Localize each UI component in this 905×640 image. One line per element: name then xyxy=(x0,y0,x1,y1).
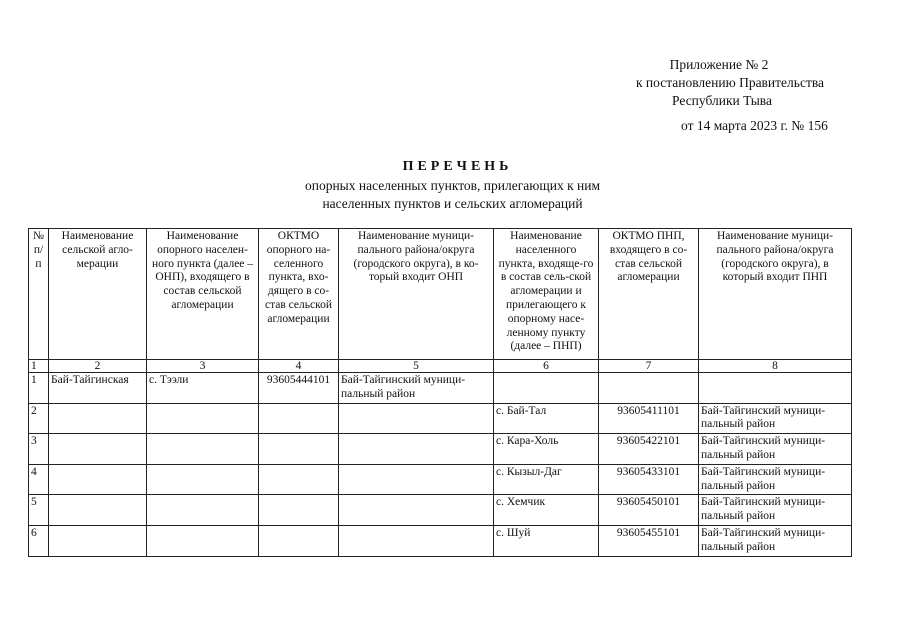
onp-name xyxy=(147,495,259,526)
pnp-oktmo: 93605455101 xyxy=(599,525,699,556)
pnp-oktmo: 93605411101 xyxy=(599,403,699,434)
column-header: ОКТМО опорного на-селенного пункта, вхо-дящего в со-став сельской агломерации xyxy=(259,229,339,360)
onp-name xyxy=(147,464,259,495)
document-subtitle xyxy=(0,177,905,213)
column-number: 5 xyxy=(339,360,494,373)
pnp-name: с. Шуй xyxy=(494,525,599,556)
subtitle-line-2: населенных пунктов и сельских агломераций xyxy=(322,196,583,211)
table-row xyxy=(29,525,852,556)
agglomeration-name xyxy=(49,495,147,526)
appendix-number: Приложение № 2 xyxy=(669,57,769,72)
appendix-header xyxy=(560,56,905,110)
pnp-name xyxy=(494,373,599,404)
table-header-row xyxy=(29,229,852,360)
pnp-oktmo: 93605422101 xyxy=(599,434,699,465)
column-header: Наименование муници-пального района/округа (городского округа), в ко-торый входит ОНП xyxy=(339,229,494,360)
column-number: 8 xyxy=(699,360,852,373)
pnp-oktmo: 93605433101 xyxy=(599,464,699,495)
onp-district xyxy=(339,495,494,526)
column-number: 6 xyxy=(494,360,599,373)
table-row xyxy=(29,495,852,526)
table-row xyxy=(29,403,852,434)
row-number: 4 xyxy=(29,464,49,495)
column-number: 3 xyxy=(147,360,259,373)
pnp-oktmo: 93605450101 xyxy=(599,495,699,526)
onp-name xyxy=(147,525,259,556)
agglomeration-name xyxy=(49,434,147,465)
onp-name xyxy=(147,434,259,465)
document-title: ПЕРЕЧЕНЬ xyxy=(402,159,513,174)
pnp-oktmo xyxy=(599,373,699,404)
column-number: 4 xyxy=(259,360,339,373)
onp-oktmo xyxy=(259,434,339,465)
subtitle-line-1: опорных населенных пунктов, прилегающих к ним xyxy=(304,178,601,193)
appendix-government: Республики Тыва xyxy=(672,93,772,108)
pnp-district: Бай-Тайгинский муници-пальный район xyxy=(699,464,852,495)
table-row xyxy=(29,464,852,495)
onp-oktmo: 93605444101 xyxy=(259,373,339,404)
pnp-district: Бай-Тайгинский муници-пальный район xyxy=(699,495,852,526)
table-row xyxy=(29,434,852,465)
onp-district xyxy=(339,464,494,495)
onp-name: с. Тээли xyxy=(147,373,259,404)
onp-oktmo xyxy=(259,525,339,556)
row-number: 2 xyxy=(29,403,49,434)
row-number: 5 xyxy=(29,495,49,526)
pnp-name: с. Бай-Тал xyxy=(494,403,599,434)
onp-district: Бай-Тайгинский муници-пальный район xyxy=(339,373,494,404)
pnp-district: Бай-Тайгинский муници-пальный район xyxy=(699,434,852,465)
column-number: 7 xyxy=(599,360,699,373)
pnp-name: с. Кара-Холь xyxy=(494,434,599,465)
agglomeration-name xyxy=(49,525,147,556)
onp-district xyxy=(339,403,494,434)
onp-oktmo xyxy=(259,403,339,434)
column-header: Наименование населенного пункта, входяще-го в состав сель-ской агломерации и прилегающего к опорному насе-ленному пункту (далее – ПНП) xyxy=(494,229,599,360)
onp-oktmo xyxy=(259,464,339,495)
onp-name xyxy=(147,403,259,434)
settlements-table xyxy=(28,228,852,557)
agglomeration-name xyxy=(49,464,147,495)
table-row xyxy=(29,373,852,404)
pnp-name: с. Кызыл-Даг xyxy=(494,464,599,495)
column-header: № п/п xyxy=(29,229,49,360)
row-number: 3 xyxy=(29,434,49,465)
onp-district xyxy=(339,525,494,556)
onp-district xyxy=(339,434,494,465)
column-header: Наименование муници-пального района/округа (городского округа), в который входит ПНП xyxy=(699,229,852,360)
pnp-district xyxy=(699,373,852,404)
column-header: Наименование сельской агло-мерации xyxy=(49,229,147,360)
appendix-reference: к постановлению Правительства xyxy=(635,75,825,90)
row-number: 1 xyxy=(29,373,49,404)
row-number: 6 xyxy=(29,525,49,556)
agglomeration-name xyxy=(49,403,147,434)
decree-date: от 14 марта 2023 г. № 156 xyxy=(681,118,828,133)
pnp-district: Бай-Тайгинский муници-пальный район xyxy=(699,525,852,556)
column-header: Наименование опорного населен-ного пункта (далее – ОНП), входящего в состав сельской агломерации xyxy=(147,229,259,360)
column-numbers-row xyxy=(29,360,852,373)
column-number: 2 xyxy=(49,360,147,373)
pnp-district: Бай-Тайгинский муници-пальный район xyxy=(699,403,852,434)
column-number: 1 xyxy=(29,360,49,373)
column-header: ОКТМО ПНП, входящего в со-став сельской агломерации xyxy=(599,229,699,360)
onp-oktmo xyxy=(259,495,339,526)
pnp-name: с. Хемчик xyxy=(494,495,599,526)
agglomeration-name: Бай-Тайгинская xyxy=(49,373,147,404)
